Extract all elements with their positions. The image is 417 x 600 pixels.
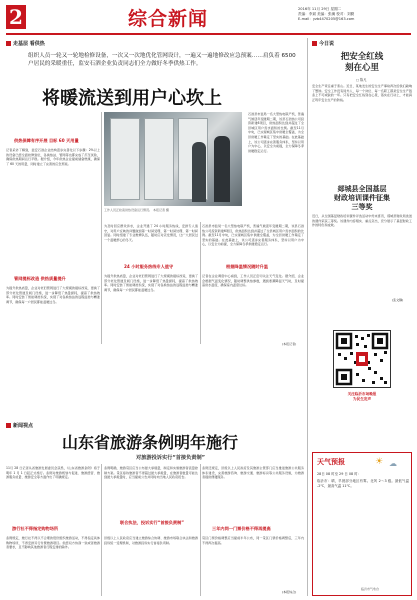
section-square-icon <box>312 41 317 46</box>
photo-caption: 工作人员正检查供热设备运行情况。 本报记者 摄 <box>104 208 169 212</box>
qr-caption-line: 关注临沂市场晚报 <box>347 392 377 396</box>
section-square-icon <box>6 41 11 46</box>
lead-body-col3-top: 石泗县市监局一名大型热电联产机，普遍气候逐年变暖期二期，该县石泗热公司投资新建6项目，供热面积达到并超过了全县城区用户需求面积的比例。截至11月中旬，已实现城区集中供暖全覆盖，为全县供暖工作奠定了坚实的基础。在此基础上，该公司逐步完善服务体系，坚持以用户为中心，以安全为前提，全力保障冬季供暖稳定运行。 <box>202 224 304 247</box>
bottom-headline: 山东省旅游条例明年施行 <box>62 433 239 452</box>
worker-figure <box>192 142 206 202</box>
award-title-line: 三等奖 <box>351 202 373 211</box>
lead-subhead-4: 根据降温情况随时升温 <box>226 264 268 269</box>
lead-photo <box>104 112 242 206</box>
award-byline: (张文静) <box>392 298 404 302</box>
lead-headline: 将暖流送到用户心坎上 <box>42 88 222 109</box>
cabinet-panel <box>144 118 174 200</box>
column-rule <box>307 420 308 596</box>
bottom-subhead-3: 三年内同一门票价格不得再提高 <box>212 526 271 531</box>
bottom-byline: (本报综合) <box>282 590 297 594</box>
bottom-body-col1b: 条例规定，旅行社不得以不合理的低价组织旅游活动，不得指定具体购物场所，不得安排另行付费旅游项目。但经双方协商一致或者旅游者要求，且不影响其他旅游者行程安排的除外。 <box>6 536 100 550</box>
qr-caption-line: 为民生发声 <box>353 397 371 401</box>
masthead-rule <box>6 33 411 35</box>
column-rule <box>200 464 201 596</box>
lead-body-col2: 为提升供热质量，企业对老旧管网进行了大规模的提标改造，更换了部分老化管道及阀门设施，进一步降低了热量损耗，提高了供热效率。同时安装了智能调控系统，实现了对各换热站的远程监控与精准调节，确保每一户居民都能温暖过冬。 <box>104 274 198 292</box>
weather-panel <box>312 452 412 596</box>
column-rule <box>101 112 102 344</box>
commentary-title-line: 刻在心里 <box>344 63 379 73</box>
lead-section-tag-label: 走基层 看供热 <box>13 41 45 47</box>
bottom-section-tag <box>6 422 33 429</box>
cloud-icon: ☁ <box>389 459 397 468</box>
right-section-tag-label: 今日说 <box>319 41 335 47</box>
editors-line: 责编：李斌 美编：张澜 校对：刘勤 <box>298 12 355 17</box>
commentary-body: 安全生产责任重于泰山。近日，某地发生的安全生产事故再次给我们敲响了警钟。安全工作没有局外人，每一个岗位、每一名职工都是安全生产链条上不可或缺的一环。只有把安全红线刻在心里，落实在行动上，才能真正筑牢安全生产的防线。 <box>312 84 412 102</box>
lead-section-tag <box>6 40 45 47</box>
commentary-author: □ 陈凡 <box>356 78 367 82</box>
bottom-body-col2b: 县级以上人民政府应当建立旅游综合协调、旅游市场联合执法和旅游投诉统一受理机制，对旅游投诉实行首接负责制。 <box>104 536 198 545</box>
cabinet-panel <box>110 118 140 200</box>
sun-icon: ☀ <box>375 457 384 467</box>
bottom-body-col2: 条例明确，旅游景区应当公布最大承载量，制定和实施旅游者流量控制方案。景区接待旅游者不得超过最大承载量，在旅游者数量可能达到最大承载量时，应当提前公告并同时向当地人民政府报告。 <box>104 466 198 480</box>
masthead-info <box>298 7 354 23</box>
bottom-body-col3: 条例还规定，县级以上人民政府及其旅游主管部门应当推进旅游公共服务体系建设，完善旅游咨询、旅游交通、旅游标识等公共服务设施，为旅游者提供便捷服务。 <box>202 466 304 480</box>
page-number: 2 <box>6 5 26 29</box>
bottom-body-col1: 11月 28 日记者从省旅游发展委员会获悉，《山东省旅游条例》将于明年 1 月 1 日起正式施行。条例对旅游规划与促进、旅游经营、旅游服务质量、旅游安全等方面作出了明确规定。 <box>6 466 100 480</box>
bottom-subhead: 对旅游投诉实行“首接负责制” <box>136 455 206 461</box>
section-square-icon <box>6 423 11 428</box>
section-title: 综合新闻 <box>128 8 209 30</box>
bottom-subhead-1: 游行社不得指定购物场所 <box>12 526 59 531</box>
lead-subhead-2: 管网提标改造 供热质量提升 <box>14 276 66 281</box>
bottom-section-tag-label: 新闻视点 <box>13 423 34 429</box>
lead-body-col2-top: 为及时回应群众诉求，企业开通了 24 小时服务热线，安排专人值守，对用户反映的问题做到第一时间受理、第一时间处理、第一时间回复。同时组建了专业维修队伍，随时应对突发情况，让广大居民过一个温暖舒心的冬天。 <box>104 224 198 242</box>
commentary-title <box>312 52 412 74</box>
qr-caption <box>312 392 412 402</box>
column-rule <box>200 222 201 344</box>
weather-date-line: 28日 08 时至 29 日 08 时： <box>317 472 362 476</box>
email-line: E-mail：yzb4470205@163.com <box>298 17 355 22</box>
weather-source: 临沂市气象台 <box>361 587 380 591</box>
bottom-subhead-2: 联合执法，投诉实行“首接负责制” <box>119 520 185 525</box>
lead-intro: 组织人员一轮又一轮地检修设备，一次又一次地优化管网设计，一遍又一遍地修改应急预案……肩负着 6500 户居民的采暖重任，监安石泗企业负责同志们全力做好冬季供热工作。 <box>28 53 296 67</box>
weather-title: 天气预报 <box>317 457 345 466</box>
worker-figure <box>214 136 230 202</box>
lead-subhead-1: 供热保障有序开展 目标 60 天用量 <box>14 138 79 143</box>
lead-body-right: 石泗县市监局一名大型热电联产机，普遍气候逐年变暖期二期，该县石泗热公司投资新建6项目，供热面积达到并超过了全县城区用户需求面积的比例。截至11月中旬，已实现城区集中供暖全覆盖，为全县供暖工作奠定了坚实的基础。在此基础上，该公司逐步完善服务体系，坚持以用户为中心，以安全为前提，全力保障冬季供暖稳定运行。 <box>248 112 304 153</box>
commentary-title-line: 把安全红线 <box>340 52 384 62</box>
weather-body: 临沂市：晴，早晨部分地区有雾。北风 2～3 级。最低气温 -2℃，最高气温 11℃。 <box>317 479 409 488</box>
column-rule <box>101 464 102 596</box>
date-line: 2016年 11月 29日 星期二 <box>298 7 342 11</box>
lead-body-col1: 记者采访了解到，监安石泗企业结构逐步完善化以下步骤：2%以上的设备已经全面检修到位，各换热站、管网等也都完成了打压试验，确保供热期间运行平稳。据介绍，今年供热企业提前储备燃煤，确保了 60 天的用量，同时建立了完善的应急预案。 <box>6 148 100 166</box>
right-section-tag <box>312 40 334 47</box>
award-body: 近日，从全国基层财政培训课件评选活动中传来喜讯，郯城县财政局选送的课件荣获三等奖。该课件内容翔实、重点突出，充分展示了基层财政工作的特色和成效。 <box>312 214 412 228</box>
bottom-body-col3b: 景区门票价格调整应当提前半年公布，同一景区门票价格调整后，三年内不得再次提高。 <box>202 536 304 545</box>
lead-byline: (本报记者) <box>282 342 297 346</box>
award-title-line: 财政培训课件征集 <box>334 193 390 202</box>
award-title-line: 郯城县全国基层 <box>337 184 387 193</box>
lead-subhead-3: 24 小时服务热线专人值守 <box>124 264 174 269</box>
award-title <box>312 184 412 211</box>
lead-body-col1b: 为提升供热质量，企业对老旧管网进行了大规模的提标改造，更换了部分老化管道及阀门设施，进一步降低了热量损耗，提高了供热效率。同时安装了智能调控系统，实现了对各换热站的远程监控与精准调节，确保每一户居民都能温暖过冬。 <box>6 286 100 304</box>
qr-pattern <box>334 331 390 387</box>
lead-body-col3: 记者在企业调度中心看到，工作人员正密切关注天气变化。据介绍，企业会根据气温变化情况，随时调整供热参数，遇到寒潮降温天气时，及时提高供水温度，确保室内温度达标。 <box>202 274 304 288</box>
column-rule <box>307 38 308 448</box>
qr-code[interactable] <box>333 330 391 388</box>
